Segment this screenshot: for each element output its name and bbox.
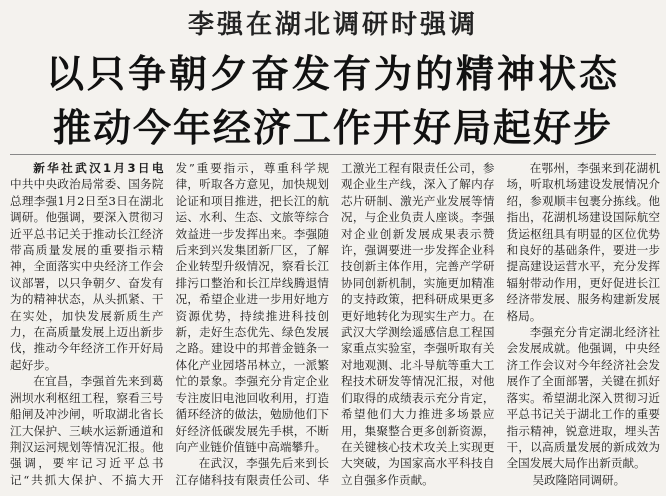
article-paragraph: 在宜昌，李强首先来到葛洲坝水利枢纽工程，察看三号船闸及冲沙闸，听取湖北省长江大保护、三峡水运新通道和荆汉运河规划等情况汇报。他强调，要牢记习近平总书记“共抓大保护、不搞大开发”重要指示，尊重科学规律，听取各方意见，加快规划论证和项目推进，把长江的航运、水利、生态、文旅等综合效益进一步发挥出来。李强随后来到兴发集团新厂区，了解企业转型升级情况，察看长江排污口整治和长江岸线腾退情况，希望企业进一步用好地方资源优势，持续推进科技创新，走好生态优先、绿色发展之路。建设中的邦普金链条一体化产业园塔吊林立，一派繁忙的景象。李强充分肯定企业专注废旧电池回收利用，打造循环经济的做法，勉励他们下好经济低碳发展先手棋，不断向产业链价值链中高端攀升。	[10, 161, 329, 487]
dateline: 新华社武汉1月3日电	[33, 161, 164, 175]
kicker-headline: 李强在湖北调研时强调	[187, 10, 478, 40]
article-paragraph	[10, 160, 164, 373]
article-paragraph: 李强充分肯定湖北经济社会发展成就。他强调，中央经济工作会议对今年经济社会发展作了全面部署，关键在抓好落实。希望湖北深入贯彻习近平总书记关于湖北工作的重要指示精神，锐意进取，埋头苦干，以高质量发展的新成效为全国发展大局作出新贡献。	[506, 325, 660, 471]
article-signature: 吴政隆陪同调研。	[532, 472, 626, 487]
article-paragraph: 在武汉，李强先后来到长江存储科技有限责任公司、华工激光工程有限责任公司，参观企业生产线，深入了解内存芯片研制、激光产业发展等情况，与企业负责人座谈。李强对企业创新发展成果表示赞许，强调要进一步发挥企业科技创新主体作用，完善产学研协同创新机制，实施更加精准的支持政策，把科研成果更多更好地转化为现实生产力。在武汉大学测绘遥感信息工程国家重点实验室，李强听取有关对地观测、北斗导航等重大工程技术研发等情况汇报，对他们取得的成绩表示充分肯定，希望他们大力推进多场景应用，集聚整合更多创新资源，在关键核心技术攻关上实现更大突破，为国家高水平科技自立自强多作贡献。	[175, 161, 495, 487]
article-paragraph: 在鄂州，李强来到花湖机场，听取机场建设发展情况介绍，参观顺丰包裹分拣线。他指出，花湖机场建设国际航空货运枢纽具有明显的区位优势和良好的基础条件，要进一步提高建设运营水平，充分发挥辐射带动作用，更好促进长江经济带发展、服务构建新发展格局。	[506, 161, 660, 323]
main-headline-line-2: 推动今年经济工作开好局起好步	[52, 106, 613, 150]
main-headline-line-1: 以只争朝夕奋发有为的精神状态	[45, 52, 620, 96]
paragraph-text: 中共中央政治局常委、国务院总理李强1月2日至3日在湖北调研。他强调，要深入贯彻习近平总书记关于推动长江经济带高质量发展的重要指示精神，全面落实中央经济工作会议部署，以只争朝夕、奋发有为的精神状态，从头抓紧、干在实处，加快发展新质生产力，在高质量发展上迈出新步伐，推动今年经济工作开好局起好步。	[10, 177, 164, 372]
article-body	[10, 160, 660, 494]
headline-divider	[10, 154, 656, 155]
